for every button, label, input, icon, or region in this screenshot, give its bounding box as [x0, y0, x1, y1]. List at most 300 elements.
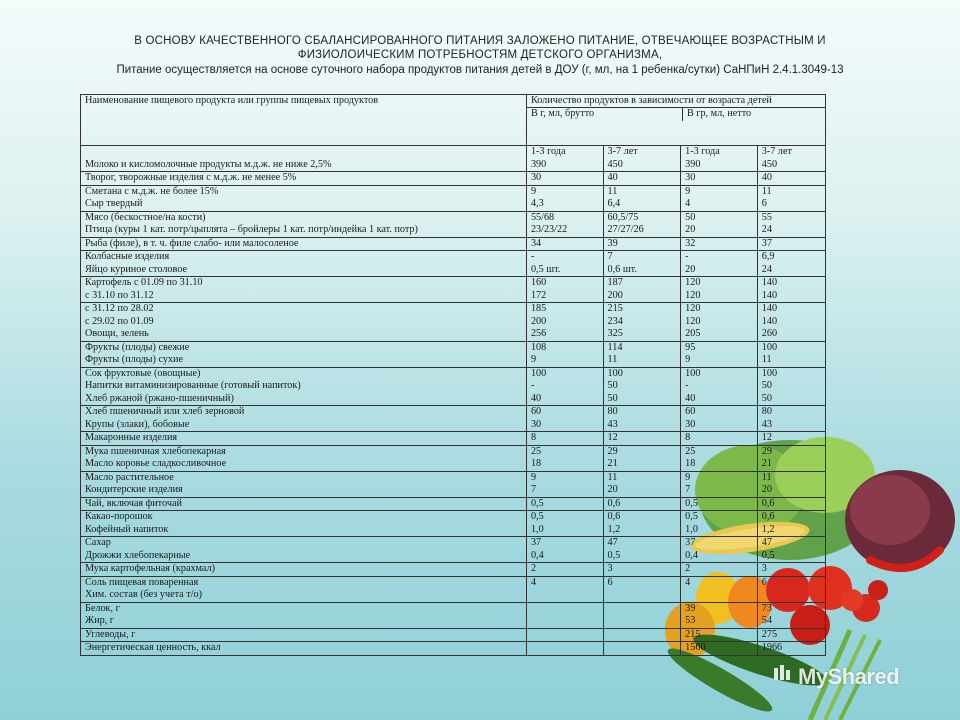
- food-norms-table: [80, 94, 826, 656]
- value: 108: [530, 341, 547, 353]
- header-quantity: Количество продуктов в зависимости от возраста детей: [530, 95, 772, 106]
- product-label: Чай, включая фиточай: [85, 497, 182, 509]
- value: [685, 589, 753, 602]
- value-cell: [526, 497, 603, 511]
- table-row: [81, 277, 826, 303]
- value: [608, 615, 677, 628]
- value-cell: [681, 445, 758, 471]
- value: 0,5: [530, 511, 544, 522]
- value: 11: [761, 185, 772, 197]
- value: 3: [761, 563, 767, 574]
- value-cell: [603, 341, 681, 367]
- value-cell: [757, 602, 825, 628]
- value: 7: [607, 251, 613, 262]
- value-cell: [603, 237, 681, 251]
- value: 100: [761, 367, 778, 379]
- value-cell: [603, 471, 681, 497]
- value: 7: [530, 484, 537, 495]
- value: 37: [761, 237, 772, 249]
- value: 187: [607, 277, 623, 288]
- value: 80: [607, 406, 618, 417]
- value-cell: [757, 406, 825, 432]
- value: 12: [761, 432, 772, 443]
- value: 80: [761, 406, 772, 417]
- product-cell: [81, 576, 527, 602]
- value: 1,2: [607, 523, 621, 535]
- value: 6: [761, 576, 767, 588]
- value: 140: [761, 277, 778, 288]
- value-cell: [757, 251, 825, 277]
- table-row: [81, 628, 826, 642]
- value-cell: [526, 251, 603, 277]
- value: 29: [607, 445, 618, 457]
- value: 21: [761, 458, 772, 469]
- product-cell: [81, 511, 527, 537]
- product-cell: [81, 251, 527, 277]
- value: 100: [530, 367, 547, 379]
- product-cell: [81, 367, 527, 406]
- value-cell: [603, 497, 681, 511]
- value: 6,9: [761, 251, 775, 262]
- table-row: [81, 341, 826, 367]
- value: 160: [530, 277, 547, 288]
- value: 11: [761, 354, 772, 365]
- value: 100: [685, 367, 701, 379]
- value: 0,5: [685, 497, 698, 509]
- header-product-cell: [81, 95, 527, 146]
- value: [608, 642, 677, 655]
- heading-line-1: В ОСНОВУ КАЧЕСТВЕННОГО СБАЛАНСИРОВАННОГО ПИТАНИЯ ЗАЛОЖЕНО ПИТАНИЕ, ОТВЕЧАЮЩЕЕ ВОЗРАСТНЫМ И: [134, 35, 826, 47]
- value: 60: [685, 406, 696, 417]
- value-cell: [757, 303, 825, 342]
- value: 8: [530, 432, 537, 443]
- product-label: Колбасные изделия: [85, 251, 170, 262]
- value-cell: [757, 576, 825, 602]
- value: 120: [685, 315, 701, 327]
- value: 53: [685, 615, 696, 626]
- value-cell: [526, 642, 603, 656]
- value-cell: [757, 497, 825, 511]
- value-cell: [526, 172, 603, 186]
- value: 1,2: [761, 523, 775, 535]
- product-label: Масло коровье сладкосливочное: [85, 458, 227, 469]
- value: 25: [685, 445, 696, 457]
- value: 114: [607, 341, 623, 353]
- value: 20: [685, 263, 696, 275]
- value-cell: [681, 511, 758, 537]
- value-cell: [681, 432, 758, 446]
- table-row: [81, 537, 826, 563]
- food-norms-table-container: [80, 94, 826, 654]
- value: 200: [530, 315, 547, 327]
- heading-line-2: ФИЗИОЛОИЧЕСКИМ ПОТРЕБНОСТЯМ ДЕТСКОГО ОРГАНИЗМА,: [297, 49, 663, 61]
- value: 120: [685, 303, 701, 314]
- value-cell: [757, 471, 825, 497]
- value: 1,0: [530, 523, 544, 535]
- value-cell: [526, 341, 603, 367]
- value-cell: [681, 642, 758, 656]
- product-label: Птица (куры 1 кат. потр/цыплята – бройлеры 1 кат. потр/индейка 1 кат. потр): [85, 224, 418, 235]
- header-quantity-cell: [526, 95, 825, 146]
- value-cell: [603, 576, 681, 602]
- value: 8: [685, 432, 691, 443]
- value-cell: [526, 211, 603, 237]
- value: 6: [761, 198, 767, 209]
- product-cell: [81, 172, 527, 186]
- value: 40: [607, 172, 618, 183]
- product-label: Какао-порошок: [85, 511, 153, 522]
- value: 0,5: [685, 511, 698, 522]
- age-value-cell: [757, 146, 825, 172]
- value: 24: [761, 224, 772, 235]
- value-cell: [757, 628, 825, 642]
- product-label: Кондитерские изделия: [85, 484, 183, 495]
- product-cell: [81, 628, 527, 642]
- value-cell: [681, 628, 758, 642]
- value: 47: [761, 537, 772, 548]
- value: 140: [761, 315, 778, 327]
- product-label: Фрукты (плоды) сухие: [85, 354, 184, 365]
- value-cell: [526, 445, 603, 471]
- value-cell: [603, 367, 681, 406]
- value: 234: [607, 315, 623, 327]
- age-group-label: 1-3 года: [530, 146, 566, 157]
- value-cell: [526, 277, 603, 303]
- value: 43: [761, 418, 772, 430]
- table-row: [81, 367, 826, 406]
- value-cell: [681, 251, 758, 277]
- age-group-label: 3-7 лет: [607, 146, 638, 157]
- value: 0,6: [761, 511, 775, 522]
- value: 215: [607, 303, 623, 314]
- value-cell: [603, 303, 681, 342]
- value-cell: [526, 432, 603, 446]
- value-cell: [603, 277, 681, 303]
- value-cell: [757, 537, 825, 563]
- value-cell: [681, 237, 758, 251]
- value: 450: [761, 158, 778, 170]
- value-cell: [603, 432, 681, 446]
- value-cell: [681, 303, 758, 342]
- value-cell: [757, 237, 825, 251]
- product-label: Фрукты (плоды) свежие: [85, 341, 190, 353]
- value: [531, 629, 599, 642]
- header-net: В гр, мл, нетто: [686, 108, 752, 120]
- value: 21: [607, 458, 618, 469]
- value: -: [530, 251, 535, 262]
- table-row: [81, 602, 826, 628]
- value: 0,4: [685, 549, 698, 561]
- product-cell: [81, 341, 527, 367]
- value-cell: [526, 185, 603, 211]
- age-group-label: 1-3 года: [685, 146, 720, 157]
- value: 185: [530, 303, 547, 314]
- value: 390: [530, 158, 547, 170]
- value-cell: [526, 237, 603, 251]
- value: 7: [685, 484, 691, 495]
- value: 275: [761, 628, 778, 640]
- value: 11: [607, 185, 618, 197]
- value-cell: [526, 303, 603, 342]
- value: 205: [685, 328, 701, 339]
- value-cell: [526, 563, 603, 577]
- product-label: Дрожжи хлебопекарные: [85, 549, 191, 561]
- product-cell: [81, 602, 527, 628]
- product-label: Соль пищевая поваренная: [85, 576, 199, 588]
- value: 4: [685, 576, 691, 588]
- value-cell: [603, 511, 681, 537]
- value: 39: [607, 237, 618, 249]
- watermark-text: MyShared: [798, 664, 900, 689]
- table-row: [81, 471, 826, 497]
- value-cell: [757, 185, 825, 211]
- product-label: Хлеб ржаной (ржано-пшеничный): [85, 392, 234, 404]
- product-label: Белок, г: [85, 602, 120, 614]
- age-value-cell: [603, 146, 681, 172]
- value: 54: [761, 615, 772, 626]
- value-cell: [603, 406, 681, 432]
- value: 20: [761, 484, 772, 495]
- product-label: Макаронные изделия: [85, 432, 178, 443]
- value: 95: [685, 341, 696, 353]
- value: 0,6: [607, 497, 621, 509]
- value: 40: [761, 172, 772, 183]
- value: [531, 642, 599, 655]
- product-cell: [81, 432, 527, 446]
- product-label: Творог, творожные изделия с м.д.ж. не менее 5%: [85, 172, 297, 183]
- product-cell: [81, 406, 527, 432]
- product-label: Сахар: [85, 537, 111, 548]
- age-value-cell: [681, 146, 758, 172]
- value: 27/27/26: [607, 224, 644, 235]
- value: 55: [761, 211, 772, 223]
- product-label: Молоко и кисломолочные продукты м.д.ж. не ниже 2,5%: [85, 158, 332, 170]
- value: 3: [607, 563, 613, 574]
- value: 325: [607, 328, 623, 339]
- table-row: [81, 237, 826, 251]
- table-row: [81, 172, 826, 186]
- value-cell: [757, 642, 825, 656]
- value-cell: [526, 367, 603, 406]
- value-cell: [681, 185, 758, 211]
- value: 2: [685, 563, 691, 574]
- table-row: [81, 432, 826, 446]
- age-value-cell: [526, 146, 603, 172]
- table-row: [81, 497, 826, 511]
- heading-line-3: Питание осуществляется на основе суточного набора продуктов питания детей в ДОУ (г, мл, на 1 ребенка/сутки) СаНПиН 2.4.1.3049-13: [116, 64, 844, 76]
- value-cell: [681, 576, 758, 602]
- value: 9: [685, 471, 691, 483]
- product-label: Энергетическая ценность, ккал: [85, 642, 221, 653]
- value: 39: [685, 602, 696, 614]
- product-label: Яйцо куриное столовое: [85, 263, 187, 275]
- value-cell: [603, 642, 681, 656]
- product-label: с 31.10 по 31.12: [85, 289, 154, 301]
- product-label: Мука картофельная (крахмал): [85, 563, 216, 574]
- value: 11: [607, 471, 618, 483]
- value-cell: [681, 341, 758, 367]
- value: 18: [685, 458, 696, 469]
- product-label: Крупы (злаки), бобовые: [85, 418, 190, 430]
- value: 9: [530, 471, 537, 483]
- value: 9: [685, 185, 691, 197]
- product-cell: [81, 211, 527, 237]
- value-cell: [681, 563, 758, 577]
- product-label: Хим. состав (без учета т/о): [85, 589, 203, 600]
- value: 30: [685, 172, 696, 183]
- value: 4,3: [530, 198, 544, 209]
- value-cell: [603, 563, 681, 577]
- product-cell: [81, 497, 527, 511]
- value: 50: [761, 392, 772, 404]
- value: [608, 589, 677, 602]
- value-cell: [757, 367, 825, 406]
- value: 30: [685, 418, 696, 430]
- table-row: [81, 406, 826, 432]
- value: 6,4: [607, 198, 621, 209]
- value: 60: [530, 406, 542, 417]
- value: [531, 615, 599, 628]
- product-label: с 29.02 по 01.09: [85, 315, 154, 327]
- value: 20: [685, 224, 696, 235]
- value: 40: [685, 392, 696, 404]
- value: 0,6: [761, 497, 775, 509]
- product-label: Картофель с 01.09 по 31.10: [85, 277, 203, 288]
- value-cell: [681, 602, 758, 628]
- value-cell: [681, 406, 758, 432]
- product-cell: [81, 277, 527, 303]
- product-label: Жир, г: [85, 615, 114, 626]
- value: 23/23/22: [530, 224, 568, 235]
- product-cell: [81, 563, 527, 577]
- value-cell: [603, 251, 681, 277]
- table-row: [81, 642, 826, 656]
- age-group-label: 3-7 лет: [761, 146, 792, 157]
- value: -: [685, 251, 689, 262]
- value-cell: [681, 277, 758, 303]
- table-header-row: [81, 95, 826, 146]
- product-cell: [81, 642, 527, 656]
- value-cell: [603, 602, 681, 628]
- value: 12: [607, 432, 618, 443]
- value: -: [685, 380, 689, 391]
- value: 50: [761, 380, 772, 391]
- value: 0,6: [607, 511, 621, 522]
- product-cell: [81, 185, 527, 211]
- product-label: Мука пшеничная хлебопекарная: [85, 445, 226, 457]
- value: 55/68: [530, 211, 555, 223]
- value: -: [530, 380, 535, 391]
- value-cell: [757, 511, 825, 537]
- value-cell: [681, 172, 758, 186]
- value: [531, 603, 599, 616]
- value: [531, 589, 599, 602]
- value: 4: [530, 576, 537, 588]
- value: 11: [761, 471, 772, 483]
- value-cell: [681, 367, 758, 406]
- value: 0,6 шт.: [607, 263, 637, 275]
- value-cell: [757, 563, 825, 577]
- product-label: Углеводы, г: [85, 628, 136, 640]
- value: 50: [607, 380, 618, 391]
- value: [608, 629, 677, 642]
- value: 9: [685, 354, 691, 365]
- value-cell: [681, 537, 758, 563]
- value-cell: [603, 211, 681, 237]
- header-product: Наименование пищевого продукта или группы пищевых продуктов: [85, 95, 379, 106]
- value: 390: [685, 158, 701, 170]
- value: 9: [530, 354, 537, 365]
- value: 120: [685, 277, 701, 288]
- value: 20: [607, 484, 618, 495]
- value: 100: [607, 367, 623, 379]
- value-cell: [757, 277, 825, 303]
- value-cell: [681, 211, 758, 237]
- value: 9: [530, 185, 537, 197]
- value: 1966: [761, 642, 783, 653]
- value: 50: [607, 392, 618, 404]
- value: 50: [685, 211, 696, 223]
- value-cell: [681, 471, 758, 497]
- value-cell: [526, 576, 603, 602]
- product-cell: [81, 471, 527, 497]
- value: 215: [685, 628, 701, 640]
- value: 2: [530, 563, 537, 574]
- value: 260: [761, 328, 778, 339]
- product-label: Масло растительное: [85, 471, 174, 483]
- value: 40: [530, 392, 542, 404]
- product-cell: [81, 237, 527, 251]
- table-row: [81, 211, 826, 237]
- product-label: Рыба (филе), в т. ч. филе слабо- или малосоленое: [85, 237, 299, 249]
- value: 47: [607, 537, 618, 548]
- value: 34: [530, 237, 542, 249]
- value: 37: [530, 537, 542, 548]
- header-gross: В г, мл, брутто: [527, 108, 683, 120]
- value: 30: [530, 172, 542, 183]
- product-label: Сок фруктовые (овощные): [85, 367, 201, 379]
- value-cell: [526, 471, 603, 497]
- value: 0,5: [530, 497, 544, 509]
- value: 0,5: [761, 549, 775, 561]
- value: 1560: [685, 642, 706, 653]
- value: 140: [761, 289, 778, 301]
- value: 24: [761, 263, 772, 275]
- value: 73: [761, 602, 772, 614]
- value: 18: [530, 458, 542, 469]
- product-cell: [81, 146, 527, 172]
- product-label: Напитки витаминизированные (готовый напиток): [85, 380, 301, 391]
- value: 450: [607, 158, 623, 170]
- value: 120: [685, 289, 701, 301]
- value-cell: [526, 537, 603, 563]
- value-cell: [526, 511, 603, 537]
- value-cell: [526, 602, 603, 628]
- product-label: Хлеб пшеничный или хлеб зерновой: [85, 406, 245, 417]
- product-label: Мясо (бескостное/на кости): [85, 211, 206, 223]
- table-row: [81, 563, 826, 577]
- value: 60,5/75: [607, 211, 639, 223]
- product-label: Сыр твердый: [85, 198, 143, 209]
- value-cell: [603, 445, 681, 471]
- value: [762, 589, 821, 602]
- value: 0,5 шт.: [530, 263, 561, 275]
- value-cell: [681, 497, 758, 511]
- value: 140: [761, 303, 778, 314]
- value-cell: [757, 172, 825, 186]
- product-cell: [81, 445, 527, 471]
- table-row: [81, 576, 826, 602]
